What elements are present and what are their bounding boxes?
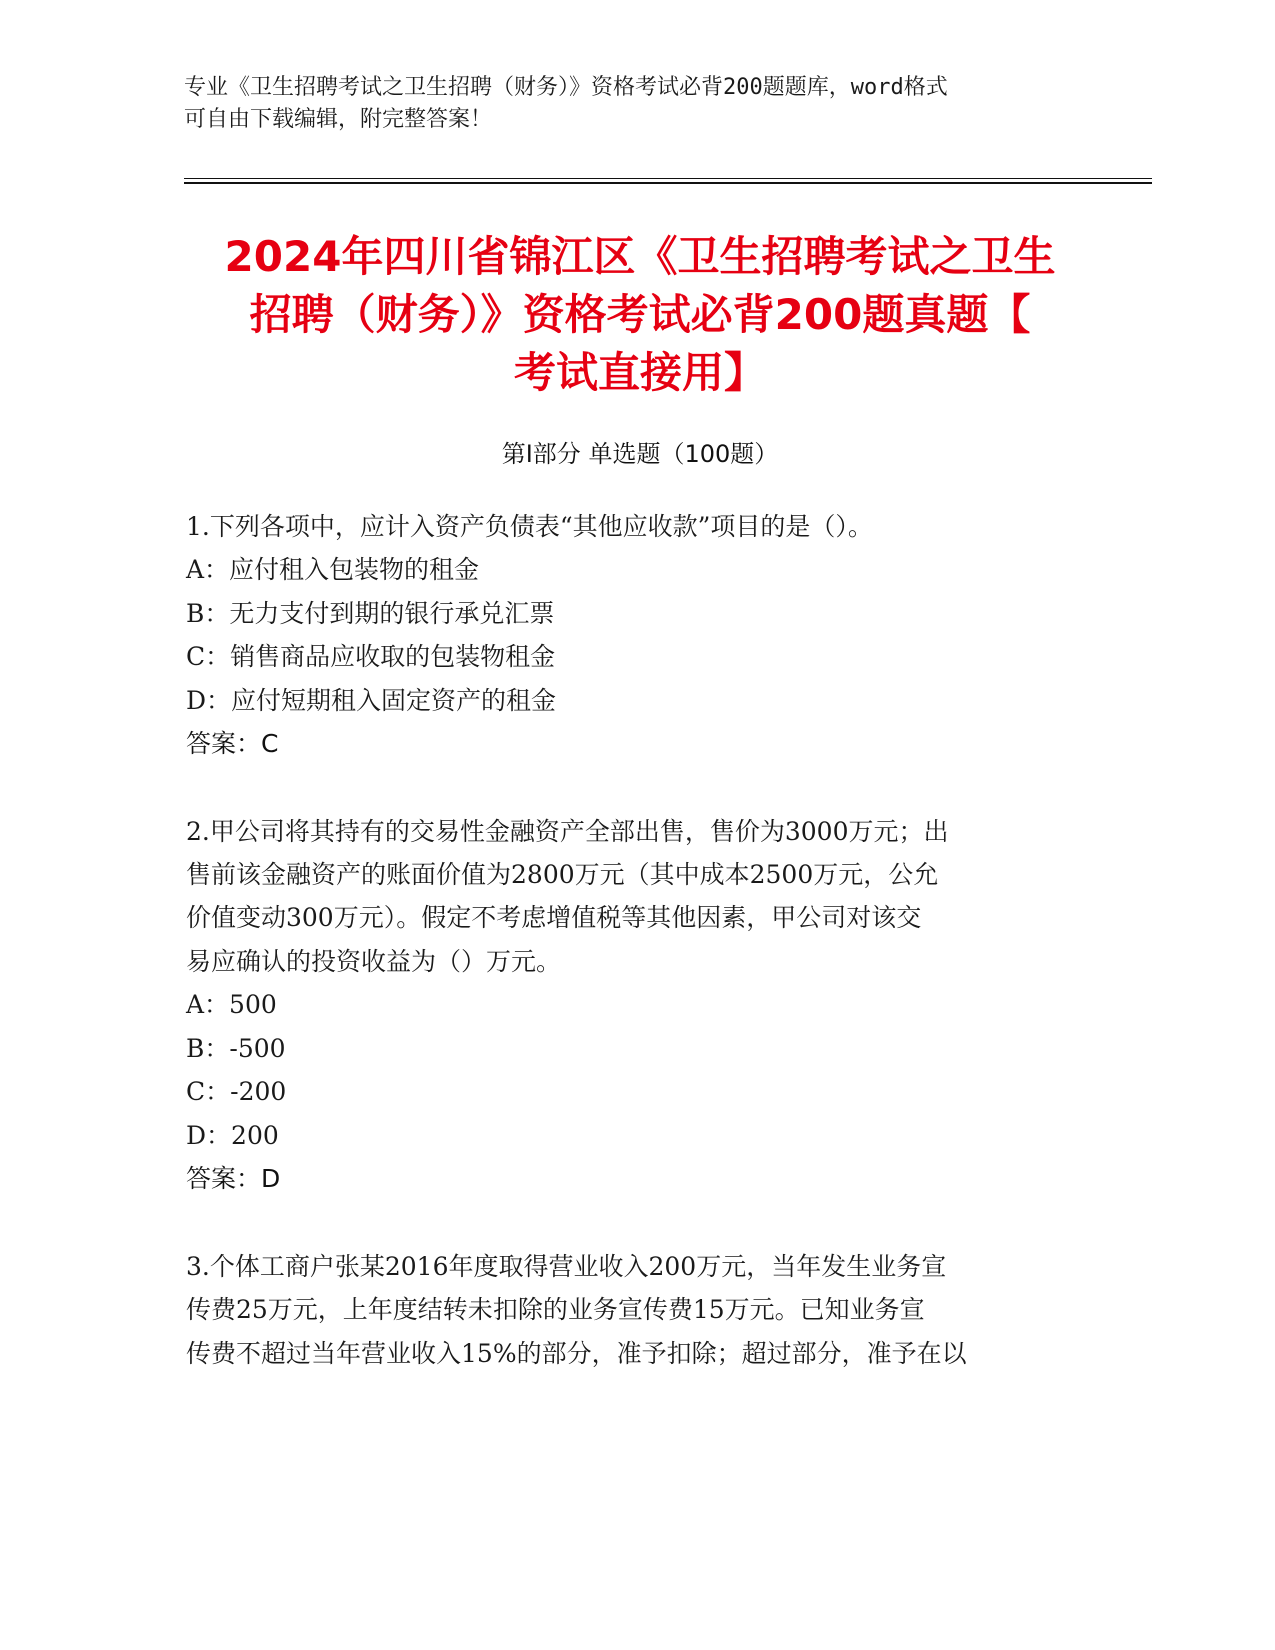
header-line-1: 专业《卫生招聘考试之卫生招聘（财务）》资格考试必背200题题库，word格式 [184, 75, 948, 100]
header-divider-thick [184, 182, 1152, 184]
title-line-2: 招聘（财务）》资格考试必背200题真题【 [249, 290, 1031, 339]
answer: 答案：D [186, 1164, 281, 1193]
answer: 答案：C [186, 729, 279, 758]
title-line-3: 考试直接用】 [513, 348, 766, 397]
option-b: B：-500 [186, 1034, 286, 1063]
question-stem-line-4: 易应确认的投资收益为（）万元。 [186, 947, 562, 976]
question-stem-line-2: 传费25万元，上年度结转未扣除的业务宣传费15万元。已知业务宣 [186, 1295, 925, 1324]
section-heading: 第I部分 单选题（100题） [501, 440, 779, 468]
option-a: A：应付租入包装物的租金 [186, 555, 480, 584]
option-a: A：500 [186, 990, 277, 1019]
header-line-2: 可自由下载编辑，附完整答案！ [184, 107, 493, 132]
question-stem-line-3: 价值变动300万元）。假定不考虑增值税等其他因素，甲公司对该交 [186, 903, 922, 932]
title-line-1: 2024年四川省锦江区《卫生招聘考试之卫生 [224, 232, 1056, 281]
header-description [184, 72, 1064, 136]
option-b: B：无力支付到期的银行承兑汇票 [186, 599, 555, 628]
question-stem-line-3: 传费不超过当年营业收入15%的部分，准予扣除；超过部分，准予在以 [186, 1339, 967, 1368]
option-c: C：销售商品应收取的包装物租金 [186, 642, 556, 671]
question-stem-line-1: 3.个体工商户张某2016年度取得营业收入200万元，当年发生业务宣 [186, 1252, 947, 1281]
document-title [160, 228, 1120, 402]
option-d: D：200 [186, 1121, 279, 1150]
option-c: C：-200 [186, 1077, 287, 1106]
question-stem-line-1: 2.甲公司将其持有的交易性金融资产全部出售，售价为3000万元；出 [186, 817, 949, 846]
question-stem-line-2: 售前该金融资产的账面价值为2800万元（其中成本2500万元，公允 [186, 860, 939, 889]
header-divider-thin [184, 178, 1152, 179]
option-d: D：应付短期租入固定资产的租金 [186, 686, 557, 715]
question-stem: 1.下列各项中，应计入资产负债表“其他应收款”项目的是（）。 [186, 512, 873, 541]
